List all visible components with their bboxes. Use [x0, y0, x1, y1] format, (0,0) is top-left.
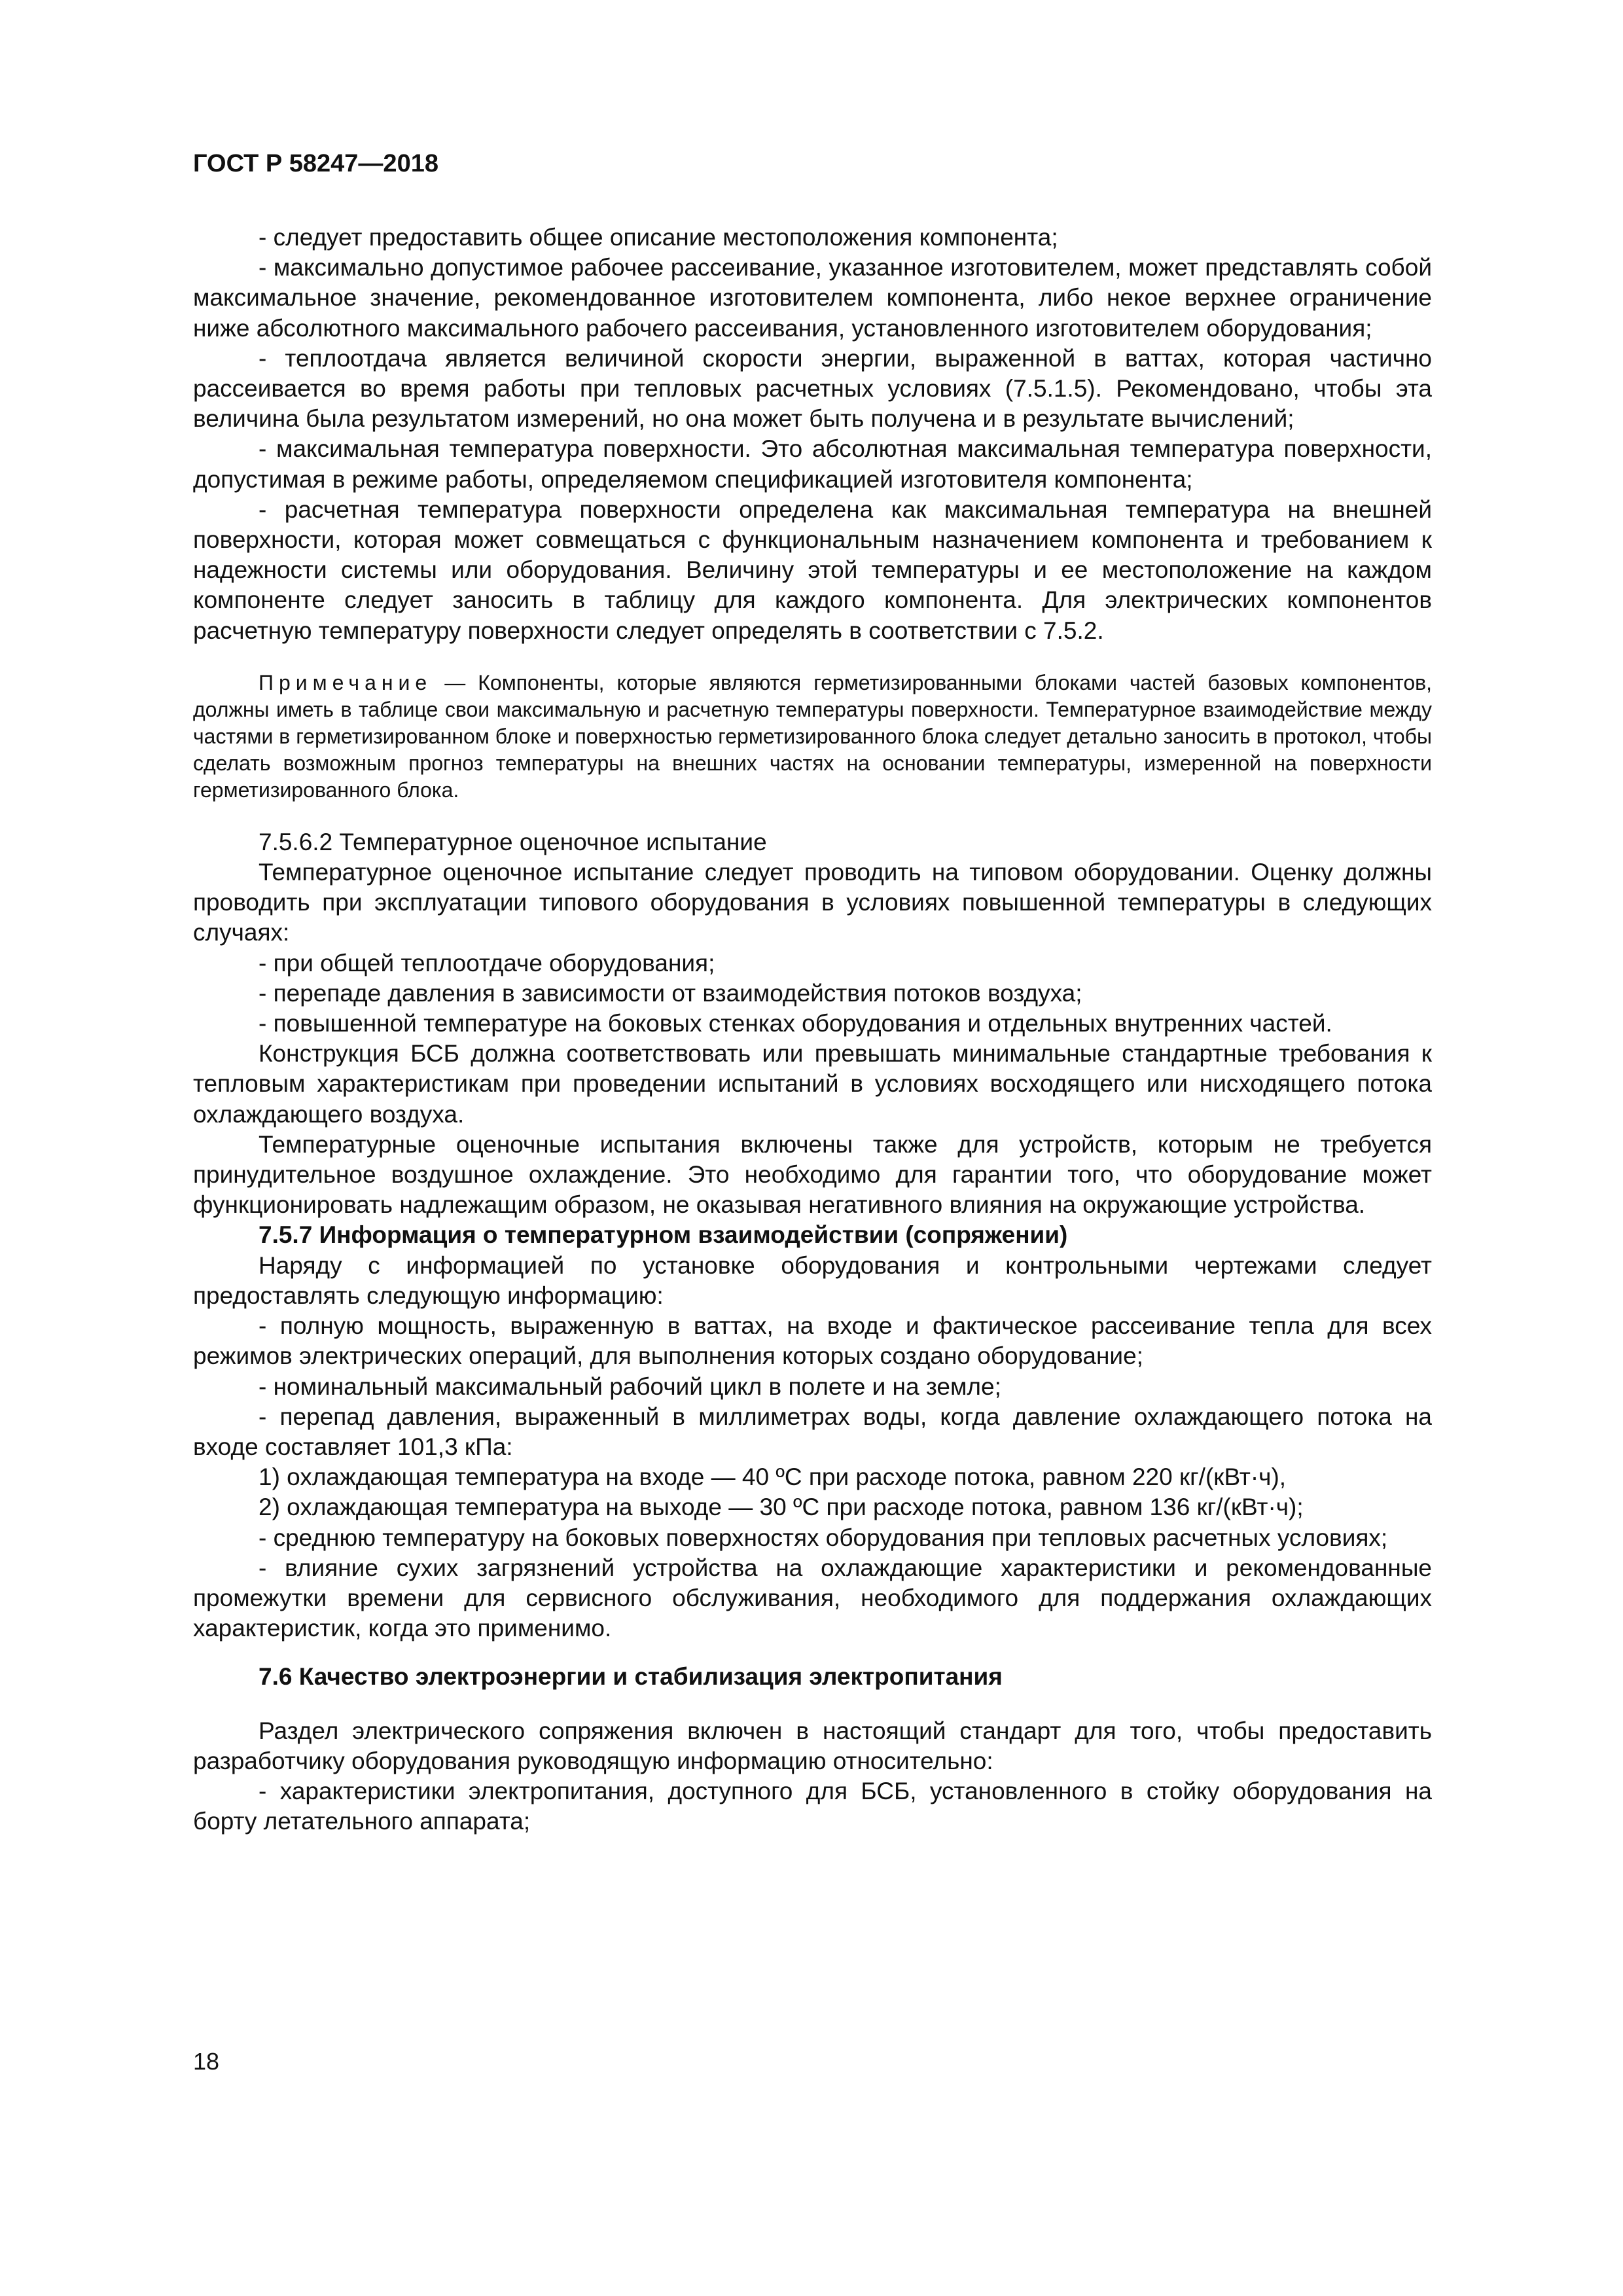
list-item: - влияние сухих загрязнений устройства на охлаждающие характеристики и рекомендованные промежутки времени для сервисного обслуживания, необходимого для поддержания охлаждающих характеристик, когда это применимо. — [193, 1554, 1432, 1642]
paragraph: - максимальная температура поверхности. Это абсолютная максимальная температура поверхности, допустимая в режиме работы, определяемом спецификацией изготовителя компонента; — [193, 435, 1432, 493]
section-7562-title: 7.5.6.2 Температурное оценочное испытание — [259, 828, 767, 855]
section-757-heading: 7.5.7 Информация о температурном взаимодействии (сопряжении) — [259, 1221, 1068, 1249]
list-item: - повышенной температуре на боковых стенках оборудования и отдельных внутренних частей. — [259, 1010, 1332, 1037]
numbered-item: 2) охлаждающая температура на выходе — 30 ºС при расходе потока, равном 136 кг/(кВт·ч); — [259, 1494, 1304, 1521]
paragraph: Раздел электрического сопряжения включен в настоящий стандарт для того, чтобы предоставить разработчику оборудования руководящую информацию относительно: — [193, 1717, 1432, 1774]
document-code-header: ГОСТ Р 58247—2018 — [193, 150, 438, 177]
page-number: 18 — [193, 2048, 220, 2075]
note-label: Примечание — [259, 670, 433, 694]
paragraph: - расчетная температура поверхности определена как максимальная температура на внешней поверхности, которая может совмещаться с функциональным назначением компонента и требованием к надежности системы или оборудования. Величину этой температуры и ее местоположение на каждом компоненте следует заносить в таблицу для каждого компонента. Для электрических компонентов расчетную температуру поверхности следует определять в соответствии с 7.5.2. — [193, 495, 1432, 644]
list-item: - при общей теплоотдаче оборудования; — [259, 949, 715, 977]
list-item: - среднюю температуру на боковых поверхностях оборудования при тепловых расчетных условиях; — [259, 1524, 1388, 1551]
numbered-item: 1) охлаждающая температура на входе — 40 ºС при расходе потока, равном 220 кг/(кВт·ч), — [259, 1463, 1287, 1491]
section-76-heading: 7.6 Качество электроэнергии и стабилизация электропитания — [259, 1663, 1003, 1691]
document-body — [193, 223, 1432, 1837]
paragraph: Наряду с информацией по установке оборудования и контрольными чертежами следует предоставлять следующую информацию: — [193, 1251, 1432, 1309]
note-text: — Компоненты, которые являются герметизированными блоками частей базовых компонентов, должны иметь в таблице свои максимальную и расчетную температуры поверхности. Температурное взаимодействие между частями в герметизированном блоке и поверхностью герметизированного блока следует детально заносить в протокол, чтобы сделать возможным прогноз температуры на внешних частях на основании температуры, измеренной на поверхности герметизированного блока. — [193, 670, 1432, 802]
paragraph: Температурные оценочные испытания включены также для устройств, которым не требуется принудительное воздушное охлаждение. Это необходимо для гарантии того, что оборудование может функционировать надлежащим образом, не оказывая негативного влияния на окружающие устройства. — [193, 1130, 1432, 1219]
paragraph: - теплоотдача является величиной скорости энергии, выраженной в ваттах, которая частично рассеивается во время работы при тепловых расчетных условиях (7.5.1.5). Рекомендовано, чтобы эта величина была результатом измерений, но она может быть получена и в результате вычислений; — [193, 344, 1432, 433]
list-item: - перепаде давления в зависимости от взаимодействия потоков воздуха; — [259, 979, 1082, 1007]
list-item: - полную мощность, выраженную в ваттах, на входе и фактическое рассеивание тепла для всех режимов электрических операций, для выполнения которых создано оборудование; — [193, 1312, 1432, 1370]
paragraph: - следует предоставить общее описание местоположения компонента; — [259, 224, 1058, 251]
paragraph: Температурное оценочное испытание следует проводить на типовом оборудовании. Оценку должны проводить при эксплуатации типового оборудования в условиях повышенной температуры в следующих случаях: — [193, 859, 1432, 946]
list-item: - номинальный максимальный рабочий цикл в полете и на земле; — [259, 1372, 1001, 1400]
note-paragraph — [193, 670, 1432, 804]
paragraph: - максимально допустимое рабочее рассеивание, указанное изготовителем, может представлять собой максимальное значение, рекомендованное изготовителем компонента, либо некое верхнее ограничение ниже абсолютного максимального рабочего рассеивания, установленного изготовителем оборудования; — [193, 254, 1432, 342]
paragraph: Конструкция БСБ должна соответствовать или превышать минимальные стандартные требования к тепловым характеристикам при проведении испытаний в условиях восходящего или нисходящего потока охлаждающего воздуха. — [193, 1040, 1432, 1128]
list-item: - перепад давления, выраженный в миллиметрах воды, когда давление охлаждающего потока на входе составляет 101,3 кПа: — [193, 1403, 1432, 1460]
list-item: - характеристики электропитания, доступного для БСБ, установленного в стойку оборудования на борту летательного аппарата; — [193, 1777, 1432, 1835]
